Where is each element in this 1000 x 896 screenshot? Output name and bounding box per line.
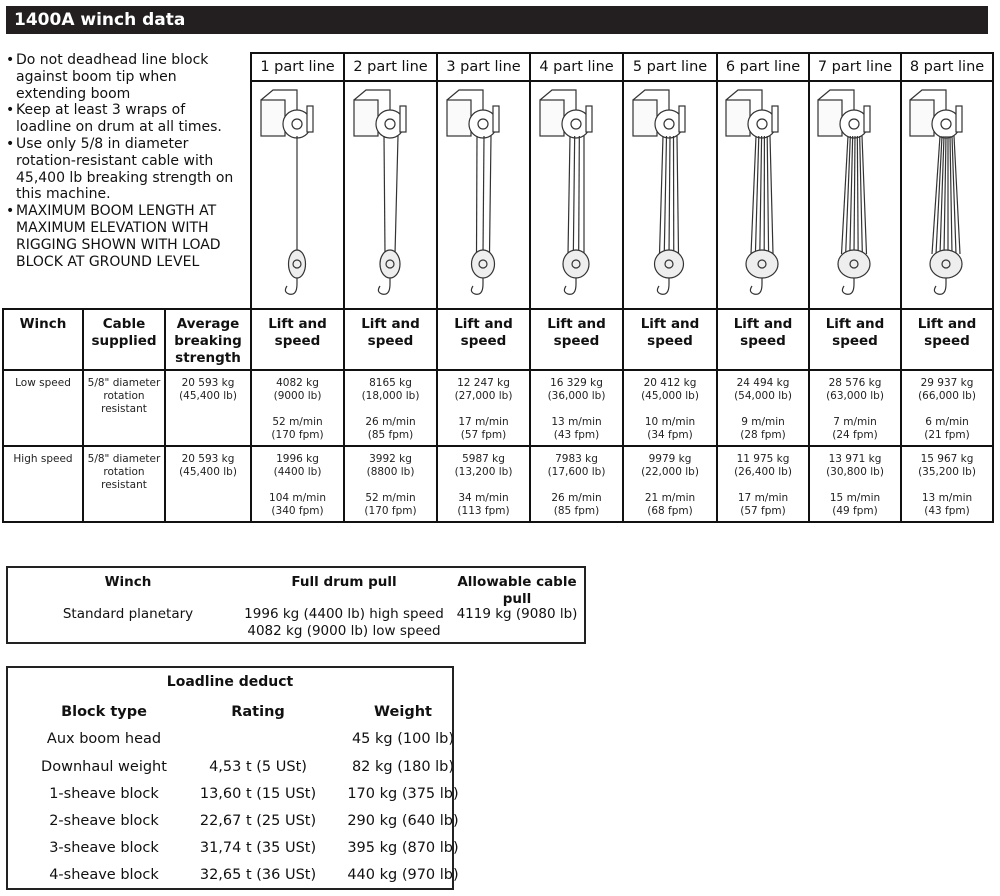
table-row [8, 759, 455, 779]
allowable-cable-pull-header: Allowable cable pull [457, 574, 577, 607]
weight: 82 kg (180 lb) [351, 759, 455, 775]
lift-speed-cell: 7983 kg (17,600 lb) 26 m/min (85 fpm) [530, 446, 623, 522]
drum-winch-value: Standard planetary [62, 606, 194, 622]
lift-speed-header: Lift and speed [809, 309, 901, 370]
rating: 22,67 t (25 USt) [199, 813, 317, 829]
rigging-diagram [623, 81, 717, 309]
part-line-header: 7 part line [809, 53, 901, 81]
lift-speed-header: Lift and speed [623, 309, 717, 370]
winch-speed-label: Low speed [3, 370, 83, 446]
table-row-low-speed [3, 370, 993, 446]
full-drum-pull-high: 1996 kg (4400 lb) high speed [244, 606, 444, 622]
part-line-header: 8 part line [901, 53, 993, 81]
lift-speed-cell: 1996 kg (4400 lb) 104 m/min (340 fpm) [251, 446, 344, 522]
rigging-diagram [344, 81, 437, 309]
rigging-diagram [530, 81, 623, 309]
table-row [8, 704, 452, 724]
drum-pull-table [6, 566, 586, 644]
lift-speed-cell: 13 971 kg (30,800 lb) 15 m/min (49 fpm) [809, 446, 901, 522]
rating: 31,74 t (35 USt) [199, 840, 317, 856]
lift-speed-cell: 9979 kg (22,000 lb) 21 m/min (68 fpm) [623, 446, 717, 522]
drum-winch-header: Winch [104, 574, 152, 590]
rating-header: Rating [231, 704, 285, 720]
loadline-deduct-title: Loadline deduct [166, 674, 294, 690]
weight: 440 kg (970 lb) [347, 867, 459, 883]
lift-speed-cell: 15 967 kg (35,200 lb) 13 m/min (43 fpm) [901, 446, 993, 522]
part-line-header: 6 part line [717, 53, 809, 81]
part-line-header: 5 part line [623, 53, 717, 81]
cable-cell: 5/8" diameter rotation resistant [83, 370, 165, 446]
loadline-deduct-table [6, 666, 459, 890]
block-type-header: Block type [61, 704, 147, 720]
rigging-diagram [251, 81, 344, 309]
note-item: • MAXIMUM BOOM LENGTH AT MAXIMUM ELEVATION WITH RIGGING SHOWN WITH LOAD BLOCK AT GROUND LEVEL [6, 203, 244, 270]
weight: 170 kg (375 lb) [347, 786, 459, 802]
lift-speed-cell: 29 937 kg (66,000 lb) 6 m/min (21 fpm) [901, 370, 993, 446]
lift-speed-header: Lift and speed [251, 309, 344, 370]
weight: 290 kg (640 lb) [347, 813, 459, 829]
lift-speed-header: Lift and speed [717, 309, 809, 370]
block-type: 3-sheave block [49, 840, 159, 856]
page-title: 1400A winch data [6, 6, 988, 34]
allowable-cable-pull-value: 4119 kg (9080 lb) [456, 606, 578, 622]
lift-speed-cell: 11 975 kg (26,400 lb) 17 m/min (57 fpm) [717, 446, 809, 522]
table-row [8, 840, 459, 860]
block-type: Downhaul weight [41, 759, 167, 775]
strength-header: Average breaking strength [165, 309, 251, 370]
full-drum-pull-header: Full drum pull [291, 574, 397, 590]
table-row [8, 731, 455, 751]
part-line-header: 4 part line [530, 53, 623, 81]
block-type: Aux boom head [46, 731, 162, 747]
cable-cell: 5/8" diameter rotation resistant [83, 446, 165, 522]
weight: 45 kg (100 lb) [351, 731, 455, 747]
weight: 395 kg (870 lb) [347, 840, 459, 856]
lift-speed-cell: 5987 kg (13,200 lb) 34 m/min (113 fpm) [437, 446, 530, 522]
lift-speed-cell: 16 329 kg (36,000 lb) 13 m/min (43 fpm) [530, 370, 623, 446]
table-row [8, 813, 459, 833]
weight-header: Weight [374, 704, 432, 720]
table-row [8, 786, 459, 806]
winch-header: Winch [3, 309, 83, 370]
block-type: 4-sheave block [49, 867, 159, 883]
block-type: 2-sheave block [49, 813, 159, 829]
winch-table [2, 52, 994, 523]
rating: 13,60 t (15 USt) [199, 786, 317, 802]
note-item: • Do not deadhead line block against boom tip when extending boom [6, 52, 244, 102]
lift-speed-header: Lift and speed [437, 309, 530, 370]
note-item: • Keep at least 3 wraps of loadline on drum at all times. [6, 102, 244, 136]
part-line-header: 3 part line [437, 53, 530, 81]
rigging-diagram [437, 81, 530, 309]
part-line-header: 2 part line [344, 53, 437, 81]
lift-speed-header: Lift and speed [901, 309, 993, 370]
lift-speed-cell: 24 494 kg (54,000 lb) 9 m/min (28 fpm) [717, 370, 809, 446]
lift-speed-cell: 3992 kg (8800 lb) 52 m/min (170 fpm) [344, 446, 437, 522]
strength-cell: 20 593 kg (45,400 lb) [165, 446, 251, 522]
table-row-high-speed [3, 446, 993, 522]
rigging-diagram [717, 81, 809, 309]
table-row [8, 867, 459, 887]
note-item: • Use only 5/8 in diameter rotation-resistant cable with 45,400 lb breaking strength on this machine. [6, 136, 244, 203]
lift-speed-cell: 12 247 kg (27,000 lb) 17 m/min (57 fpm) [437, 370, 530, 446]
part-line-header: 1 part line [251, 53, 344, 81]
full-drum-pull-low: 4082 kg (9000 lb) low speed [247, 623, 441, 639]
cable-header: Cable supplied [83, 309, 165, 370]
rating: 32,65 t (36 USt) [199, 867, 317, 883]
lift-speed-cell: 20 412 kg (45,000 lb) 10 m/min (34 fpm) [623, 370, 717, 446]
rigging-diagram [901, 81, 993, 309]
lift-speed-header: Lift and speed [344, 309, 437, 370]
rating: 4,53 t (5 USt) [209, 759, 307, 775]
lift-speed-cell: 8165 kg (18,000 lb) 26 m/min (85 fpm) [344, 370, 437, 446]
rigging-diagram [809, 81, 901, 309]
winch-speed-label: High speed [3, 446, 83, 522]
lift-speed-cell: 4082 kg (9000 lb) 52 m/min (170 fpm) [251, 370, 344, 446]
block-type: 1-sheave block [49, 786, 159, 802]
lift-speed-cell: 28 576 kg (63,000 lb) 7 m/min (24 fpm) [809, 370, 901, 446]
strength-cell: 20 593 kg (45,400 lb) [165, 370, 251, 446]
lift-speed-header: Lift and speed [530, 309, 623, 370]
